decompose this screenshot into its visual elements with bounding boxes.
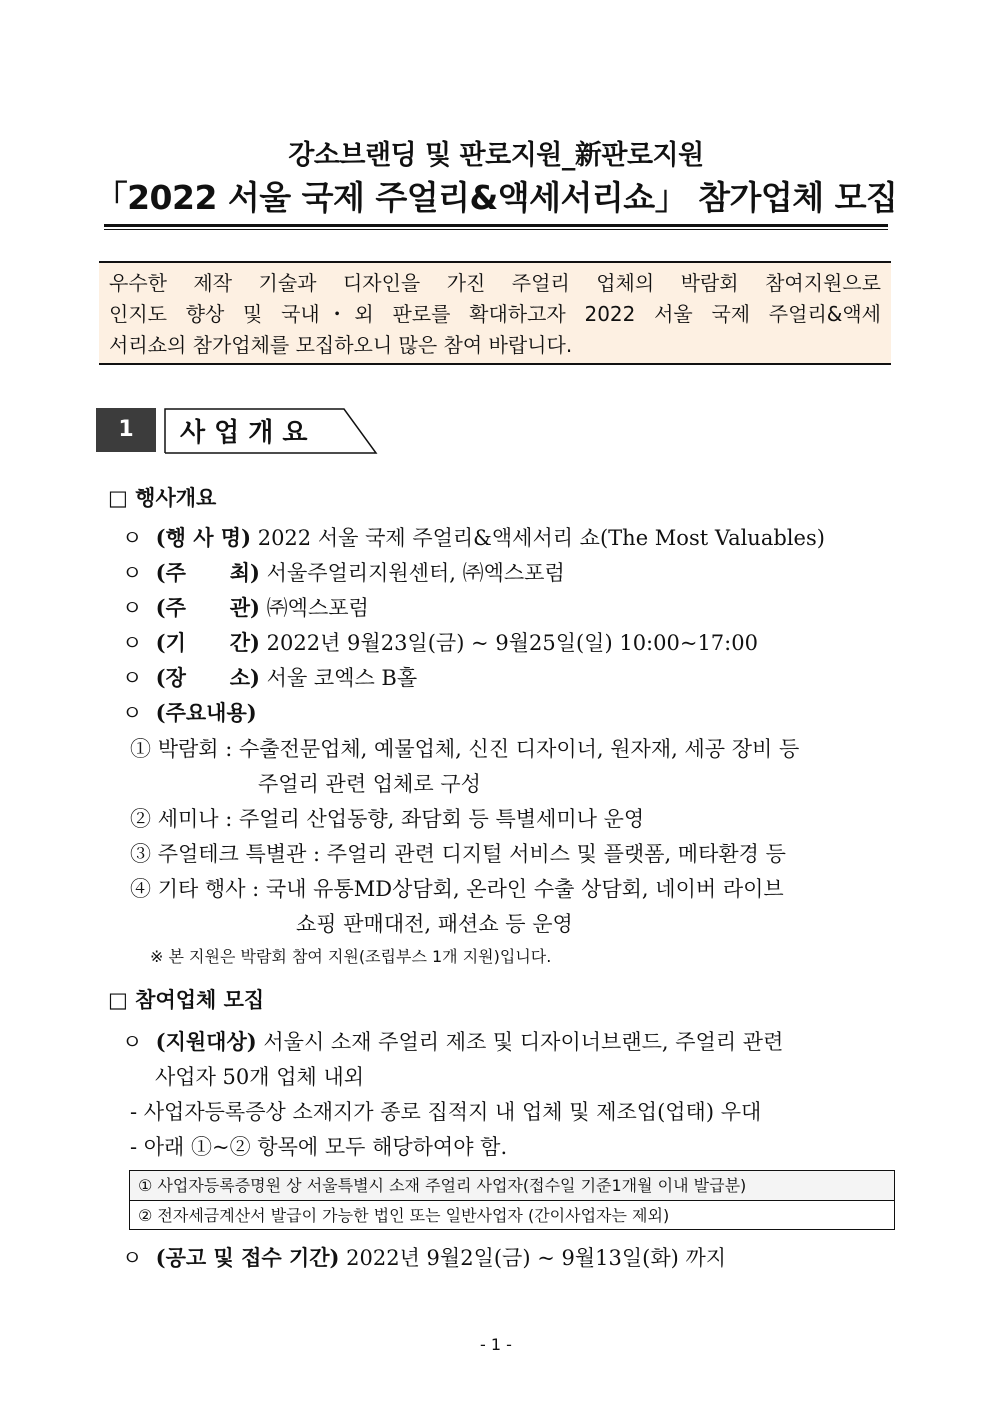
recruitment-heading: □ 참여업체 모집: [108, 987, 265, 1012]
bullet: ㅇ: [122, 526, 143, 550]
bullet: ㅇ: [122, 561, 143, 585]
overview-item-organizer: [122, 592, 369, 622]
period-value: 2022년 9월2일(금) ~ 9월13일(화) 까지: [346, 1246, 727, 1270]
item-label: (장 소): [155, 665, 260, 690]
bullet: ㅇ: [122, 596, 143, 620]
item-label: (주요내용): [155, 700, 257, 725]
criteria-row-2: ② 전자세금계산서 발급이 가능한 법인 또는 일반사업자 (간이사업자는 제외): [138, 1206, 670, 1225]
requirement-note: - 아래 ①~② 항목에 모두 해당하여야 함.: [130, 1135, 508, 1159]
support-note: ※ 본 지원은 박람회 참여 지원(조립부스 1개 지원)입니다.: [150, 947, 552, 966]
page-number: - 1 -: [480, 1335, 512, 1354]
content-item-seminar: [130, 803, 644, 833]
overview-item-name: [122, 522, 825, 552]
intro-box: [99, 261, 891, 365]
item-text: 기타 행사 : 국내 유통MD상담회, 온라인 수출 상담회, 네이버 라이브: [157, 877, 784, 901]
overview-item-period: [122, 627, 758, 657]
intro-line-3: 서리쇼의 참가업체를 모집하오니 많은 참여 바랍니다.: [109, 333, 573, 357]
target-label: (지원대상): [155, 1029, 257, 1054]
content-item-expo: [130, 733, 799, 763]
intro-line-2: 인지도 향상 및 국내･외 판로를 확대하고자 2022 서울 국제 주얼리&액세: [109, 302, 881, 326]
item-text: 세미나 : 주얼리 산업동향, 좌담회 등 특별세미나 운영: [157, 807, 645, 831]
content-item-jeweltech: [130, 838, 786, 868]
target-line-1: [122, 1026, 783, 1056]
item-label: (주 최): [155, 560, 260, 585]
item-number: ②: [130, 807, 151, 831]
event-overview-heading: □ 행사개요: [108, 485, 217, 510]
bullet: ㅇ: [122, 1246, 143, 1270]
item-value: 서울주얼리지원센터, ㈜엑스포럼: [266, 561, 565, 585]
section-number: 1: [96, 408, 156, 452]
bullet: ㅇ: [122, 631, 143, 655]
criteria-row-1: ① 사업자등록증명원 상 서울특별시 소재 주얼리 사업자(접수일 기준1개월 이내 발급분): [130, 1171, 894, 1201]
item-label: (기 간): [155, 630, 260, 655]
item-value: 2022년 9월23일(금) ~ 9월25일(일) 10:00~17:00: [266, 631, 758, 655]
item-value: 서울 코엑스 B홀: [266, 666, 418, 690]
document-subtitle: 강소브랜딩 및 판로지원_新판로지원: [288, 140, 704, 171]
overview-item-contents: [122, 697, 257, 727]
item-value: ㈜엑스포럼: [266, 596, 369, 620]
application-period: [122, 1242, 726, 1272]
title-rule-thick: [104, 224, 888, 227]
content-item-other-cont: 쇼핑 판매대전, 패션쇼 등 운영: [296, 912, 573, 936]
item-number: ③: [130, 842, 151, 866]
period-label: (공고 및 접수 기간): [155, 1245, 340, 1270]
overview-item-host: [122, 557, 565, 587]
content-item-expo-cont: 주얼리 관련 업체로 구성: [258, 772, 481, 796]
item-number: ①: [130, 737, 151, 761]
document-title: 「2022 서울 국제 주얼리&액세서리쇼」 참가업체 모집: [94, 178, 898, 217]
preference-note: - 사업자등록증상 소재지가 종로 집적지 내 업체 및 제조업(업태) 우대: [130, 1100, 762, 1124]
item-text: 박람회 : 수출전문업체, 예물업체, 신진 디자이너, 원자재, 세공 장비 등: [157, 737, 800, 761]
target-text: 서울시 소재 주얼리 제조 및 디자이너브랜드, 주얼리 관련: [263, 1030, 784, 1054]
item-value: 2022 서울 국제 주얼리&액세서리 쇼(The Most Valuables): [257, 526, 825, 550]
content-item-other: [130, 873, 784, 903]
criteria-box: [129, 1170, 895, 1230]
item-text: 주얼테크 특별관 : 주얼리 관련 디지털 서비스 및 플랫폼, 메타환경 등: [157, 842, 786, 866]
item-label: (주 관): [155, 595, 260, 620]
overview-item-venue: [122, 662, 417, 692]
target-line-2: 사업자 50개 업체 내외: [155, 1065, 365, 1089]
item-label: (행 사 명): [155, 525, 252, 550]
bullet: ㅇ: [122, 701, 143, 725]
section-title: 사업개요: [180, 418, 317, 448]
bullet: ㅇ: [122, 1030, 143, 1054]
title-rule-thin: [104, 229, 888, 230]
bullet: ㅇ: [122, 666, 143, 690]
item-number: ④: [130, 877, 151, 901]
intro-line-1: 우수한 제작 기술과 디자인을 가진 주얼리 업체의 박람회 참여지원으로: [109, 271, 881, 295]
